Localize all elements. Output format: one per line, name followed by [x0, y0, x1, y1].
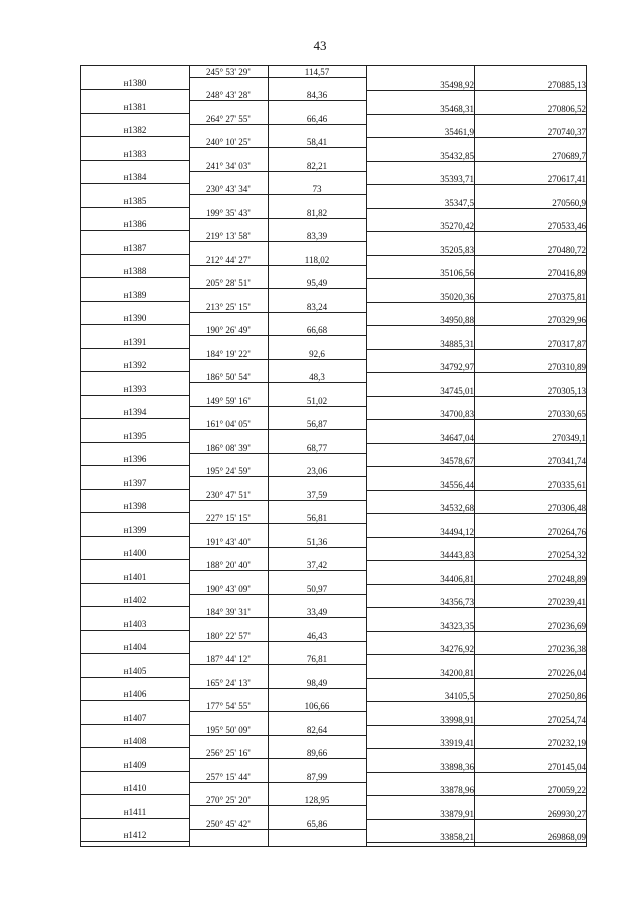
- y-underline: [474, 748, 586, 749]
- y-underline: [474, 278, 586, 279]
- coordinates-table: [80, 65, 587, 847]
- row-separator: [81, 771, 189, 772]
- angle-underline: [189, 523, 366, 524]
- bearing-angle-cell: 241° 34' 03": [206, 160, 251, 171]
- angle-underline: [189, 335, 366, 336]
- point-id-cell: н1398: [123, 501, 147, 511]
- bearing-angle-cell: 195° 24' 59": [206, 466, 251, 476]
- bearing-angle-cell: 195° 50' 09": [206, 724, 251, 735]
- x-underline: [366, 584, 474, 585]
- y-coordinate-cell: 270689,7: [552, 150, 586, 161]
- angle-underline: [189, 429, 366, 430]
- angle-underline: [189, 688, 366, 689]
- row-separator: [81, 630, 189, 631]
- point-id-cell: н1393: [123, 383, 147, 394]
- row-separator: [81, 747, 189, 748]
- bearing-angle-cell: 186° 50' 54": [206, 372, 251, 382]
- row-separator: [81, 512, 189, 513]
- y-underline: [474, 231, 586, 232]
- angle-underline: [189, 218, 366, 219]
- x-underline: [366, 114, 474, 115]
- angle-underline: [189, 359, 366, 360]
- point-id-cell: н1391: [123, 336, 147, 347]
- y-underline: [474, 302, 586, 303]
- segment-length-cell: 83,39: [306, 231, 328, 241]
- row-separator: [81, 794, 189, 795]
- x-coordinate-cell: 35461,9: [444, 127, 474, 137]
- point-id-cell: н1411: [123, 806, 147, 817]
- y-coordinate-cell: 270740,37: [547, 127, 586, 137]
- row-separator: [81, 254, 189, 255]
- point-id-cell: н1394: [123, 407, 147, 417]
- row-separator: [81, 841, 189, 842]
- y-underline: [474, 184, 586, 185]
- x-underline: [366, 772, 474, 773]
- y-underline: [474, 631, 586, 632]
- point-id-cell: н1384: [123, 172, 147, 182]
- row-separator: [81, 183, 189, 184]
- x-coordinate-cell: 35106,56: [440, 268, 474, 278]
- y-coordinate-cell: 270254,32: [547, 550, 586, 560]
- bearing-angle-cell: 250° 45' 42": [206, 818, 251, 829]
- row-separator: [81, 277, 189, 278]
- angle-underline: [189, 406, 366, 407]
- point-id-cell: н1397: [123, 477, 147, 488]
- x-underline: [366, 278, 474, 279]
- bearing-angle-cell: 190° 26' 49": [206, 325, 251, 335]
- x-coordinate-cell: 34700,83: [440, 409, 474, 419]
- point-id-cell: н1402: [123, 595, 147, 605]
- segment-length-cell: 58,41: [306, 137, 328, 147]
- angle-underline: [189, 265, 366, 266]
- bearing-angle-cell: 180° 22' 57": [206, 630, 251, 641]
- segment-length-cell: 89,66: [306, 748, 328, 758]
- x-coordinate-cell: 35347,5: [444, 197, 474, 208]
- row-separator: [81, 677, 189, 678]
- y-underline: [474, 819, 586, 820]
- angle-underline: [189, 147, 366, 148]
- segment-length-cell: 37,42: [306, 560, 328, 570]
- y-coordinate-cell: 270341,74: [547, 456, 586, 466]
- y-underline: [474, 654, 586, 655]
- angle-underline: [189, 171, 366, 172]
- angle-underline: [189, 500, 366, 501]
- y-underline: [474, 701, 586, 702]
- point-id-cell: н1396: [123, 454, 147, 464]
- x-underline: [366, 537, 474, 538]
- x-underline: [366, 795, 474, 796]
- x-underline: [366, 513, 474, 514]
- bearing-angle-cell: 230° 47' 51": [206, 489, 251, 500]
- y-underline: [474, 678, 586, 679]
- y-coordinate-cell: 270416,89: [547, 268, 586, 278]
- y-coordinate-cell: 270533,46: [547, 221, 586, 231]
- angle-underline: [189, 641, 366, 642]
- y-underline: [474, 513, 586, 514]
- angle-underline: [189, 594, 366, 595]
- segment-length-cell: 87,99: [306, 771, 328, 782]
- x-coordinate-cell: 35468,31: [440, 103, 474, 114]
- x-coordinate-cell: 34494,12: [440, 526, 474, 537]
- angle-underline: [189, 735, 366, 736]
- x-underline: [366, 255, 474, 256]
- point-id-cell: н1386: [123, 219, 147, 229]
- row-separator: [81, 442, 189, 443]
- x-coordinate-cell: 34443,83: [440, 550, 474, 560]
- segment-length-cell: 81,82: [306, 207, 328, 218]
- point-id-cell: н1385: [123, 195, 147, 206]
- segment-length-cell: 23,06: [306, 466, 328, 476]
- segment-length-cell: 56,81: [306, 513, 328, 523]
- y-underline: [474, 325, 586, 326]
- y-coordinate-cell: 270250,86: [547, 691, 586, 701]
- segment-length-cell: 83,24: [306, 301, 328, 312]
- y-coordinate-cell: 270310,89: [547, 362, 586, 372]
- y-coordinate-cell: 270317,87: [547, 338, 586, 349]
- y-underline: [474, 396, 586, 397]
- row-separator: [81, 418, 189, 419]
- bearing-angle-cell: 213° 25' 15": [206, 301, 251, 312]
- segment-length-cell: 118,02: [304, 254, 330, 265]
- y-underline: [474, 372, 586, 373]
- row-separator: [81, 371, 189, 372]
- segment-length-cell: 68,77: [306, 442, 328, 453]
- angle-underline: [189, 782, 366, 783]
- row-separator: [81, 348, 189, 349]
- x-coordinate-cell: 33998,91: [440, 714, 474, 725]
- bearing-angle-cell: 191° 43' 40": [206, 536, 251, 547]
- x-underline: [366, 678, 474, 679]
- angle-underline: [189, 288, 366, 289]
- x-underline: [366, 325, 474, 326]
- angle-underline: [189, 758, 366, 759]
- row-separator: [81, 301, 189, 302]
- y-coordinate-cell: 270239,41: [547, 597, 586, 607]
- x-underline: [366, 208, 474, 209]
- row-separator: [81, 230, 189, 231]
- x-underline: [366, 90, 474, 91]
- point-id-cell: н1409: [123, 759, 147, 770]
- segment-length-cell: 106,66: [304, 701, 330, 711]
- point-id-cell: н1412: [123, 830, 147, 840]
- row-separator: [81, 207, 189, 208]
- x-coordinate-cell: 34556,44: [440, 479, 474, 490]
- row-separator: [81, 465, 189, 466]
- row-separator: [81, 700, 189, 701]
- y-underline: [474, 161, 586, 162]
- y-coordinate-cell: 270349,1: [552, 432, 586, 443]
- y-coordinate-cell: 270617,41: [547, 174, 586, 184]
- angle-underline: [189, 570, 366, 571]
- y-underline: [474, 772, 586, 773]
- row-separator: [81, 89, 189, 90]
- row-separator: [81, 489, 189, 490]
- page-number: 43: [313, 38, 327, 53]
- x-coordinate-cell: 34532,68: [440, 503, 474, 513]
- x-coordinate-cell: 34276,92: [440, 644, 474, 654]
- point-id-cell: н1400: [123, 548, 147, 558]
- point-id-cell: н1390: [123, 313, 147, 323]
- bearing-angle-cell: 270° 25' 20": [206, 795, 251, 805]
- segment-length-cell: 84,36: [306, 90, 328, 100]
- x-coordinate-cell: 35270,42: [440, 221, 474, 231]
- segment-length-cell: 50,97: [306, 583, 328, 594]
- angle-underline: [189, 194, 366, 195]
- point-id-cell: н1405: [123, 665, 147, 676]
- segment-length-cell: 98,49: [306, 677, 328, 688]
- segment-length-cell: 95,49: [306, 278, 328, 288]
- segment-length-cell: 48,3: [309, 372, 325, 382]
- x-underline: [366, 560, 474, 561]
- point-id-cell: н1399: [123, 524, 147, 535]
- x-underline: [366, 725, 474, 726]
- point-id-cell: н1404: [123, 642, 147, 652]
- y-coordinate-cell: 270145,04: [547, 761, 586, 772]
- x-underline: [366, 137, 474, 138]
- y-coordinate-cell: 270560,9: [552, 197, 586, 208]
- x-coordinate-cell: 35205,83: [440, 244, 474, 255]
- angle-underline: [189, 664, 366, 665]
- row-separator: [81, 324, 189, 325]
- x-coordinate-cell: 34885,31: [440, 338, 474, 349]
- bearing-angle-cell: 199° 35' 43": [206, 207, 251, 218]
- point-id-cell: н1392: [123, 360, 147, 370]
- point-id-cell: н1408: [123, 736, 147, 746]
- segment-length-cell: 51,36: [306, 536, 328, 547]
- x-underline: [366, 490, 474, 491]
- y-coordinate-cell: 270335,61: [547, 479, 586, 490]
- y-underline: [474, 349, 586, 350]
- angle-underline: [189, 711, 366, 712]
- x-underline: [366, 607, 474, 608]
- x-underline: [366, 654, 474, 655]
- y-coordinate-cell: 270885,13: [547, 80, 586, 90]
- row-separator: [81, 113, 189, 114]
- segment-length-cell: 37,59: [306, 489, 328, 500]
- bearing-angle-cell: 219° 13' 58": [206, 231, 251, 241]
- y-underline: [474, 842, 586, 843]
- bearing-angle-cell: 240° 10' 25": [206, 137, 251, 147]
- segment-length-cell: 46,43: [306, 630, 328, 641]
- segment-length-cell: 73: [312, 184, 322, 194]
- angle-underline: [189, 547, 366, 548]
- bearing-angle-cell: 165° 24' 13": [206, 677, 251, 688]
- row-separator: [81, 395, 189, 396]
- x-coordinate-cell: 34105,5: [444, 691, 474, 701]
- x-coordinate-cell: 33878,96: [440, 785, 474, 795]
- y-underline: [474, 466, 586, 467]
- segment-length-cell: 128,95: [304, 795, 330, 805]
- y-underline: [474, 137, 586, 138]
- y-underline: [474, 537, 586, 538]
- row-separator: [81, 160, 189, 161]
- bearing-angle-cell: 248° 43' 28": [206, 90, 251, 100]
- y-coordinate-cell: 270480,72: [547, 244, 586, 255]
- angle-underline: [189, 617, 366, 618]
- segment-length-cell: 66,68: [306, 325, 328, 335]
- row-separator: [81, 583, 189, 584]
- angle-underline: [189, 312, 366, 313]
- x-underline: [366, 819, 474, 820]
- bearing-angle-cell: 257° 15' 44": [206, 771, 251, 782]
- x-underline: [366, 184, 474, 185]
- y-coordinate-cell: 270236,38: [547, 644, 586, 654]
- first-angle-underline: [189, 77, 366, 78]
- y-coordinate-cell: 270232,19: [547, 738, 586, 748]
- angle-underline: [189, 241, 366, 242]
- point-id-cell: н1407: [123, 712, 147, 723]
- angle-underline: [189, 453, 366, 454]
- x-underline: [366, 631, 474, 632]
- segment-length-cell: 76,81: [306, 654, 328, 664]
- y-underline: [474, 584, 586, 585]
- x-coordinate-cell: 34950,88: [440, 315, 474, 325]
- bearing-angle-cell: 227° 15' 15": [206, 513, 251, 523]
- x-coordinate-cell: 33919,41: [440, 738, 474, 748]
- row-separator: [81, 136, 189, 137]
- y-underline: [474, 419, 586, 420]
- x-coordinate-cell: 34200,81: [440, 667, 474, 678]
- segment-length-cell: 51,02: [306, 395, 328, 406]
- bearing-angle-cell: 212° 44' 27": [206, 254, 251, 265]
- angle-underline: [189, 382, 366, 383]
- y-coordinate-cell: 270306,48: [547, 503, 586, 513]
- x-underline: [366, 396, 474, 397]
- y-underline: [474, 208, 586, 209]
- y-coordinate-cell: 270264,76: [547, 526, 586, 537]
- y-coordinate-cell: 270305,13: [547, 385, 586, 396]
- bearing-angle-cell: 184° 39' 31": [206, 607, 251, 617]
- x-underline: [366, 701, 474, 702]
- bearing-angle-cell: 177° 54' 55": [206, 701, 251, 711]
- x-underline: [366, 349, 474, 350]
- bearing-angle-cell: 256° 25' 16": [206, 748, 251, 758]
- point-id-cell: н1401: [123, 571, 147, 582]
- x-coordinate-cell: 34792,97: [440, 362, 474, 372]
- segment-length-cell: 33,49: [306, 607, 328, 617]
- row-separator: [81, 559, 189, 560]
- x-coordinate-cell: 34647,04: [440, 432, 474, 443]
- point-id-cell: н1382: [123, 125, 147, 135]
- point-id-cell: н1383: [123, 148, 147, 159]
- y-underline: [474, 795, 586, 796]
- segment-length-cell: 56,87: [306, 419, 328, 429]
- y-coordinate-cell: 270329,96: [547, 315, 586, 325]
- y-underline: [474, 114, 586, 115]
- bearing-angle-cell: 161° 04' 05": [206, 419, 251, 429]
- point-id-cell: н1380: [123, 78, 147, 88]
- x-underline: [366, 466, 474, 467]
- bearing-angle-cell: 205° 28' 51": [206, 278, 251, 288]
- x-underline: [366, 443, 474, 444]
- angle-underline: [189, 476, 366, 477]
- x-coordinate-cell: 35393,71: [440, 174, 474, 184]
- x-underline: [366, 161, 474, 162]
- point-id-cell: н1410: [123, 783, 147, 793]
- bearing-angle-cell: 264° 27' 55": [206, 113, 251, 124]
- y-underline: [474, 607, 586, 608]
- y-coordinate-cell: 270330,65: [547, 409, 586, 419]
- x-underline: [366, 842, 474, 843]
- row-separator: [81, 606, 189, 607]
- y-coordinate-cell: 269868,09: [547, 832, 586, 842]
- x-underline: [366, 231, 474, 232]
- segment-length-cell: 92,6: [309, 348, 325, 359]
- row-separator: [81, 536, 189, 537]
- first-angle-cell: 245° 53' 29": [206, 67, 251, 77]
- bearing-angle-cell: 188° 20' 40": [206, 560, 251, 570]
- y-underline: [474, 490, 586, 491]
- x-coordinate-cell: 34406,81: [440, 573, 474, 584]
- segment-length-cell: 66,46: [306, 113, 328, 124]
- x-coordinate-cell: 33898,36: [440, 761, 474, 772]
- angle-underline: [189, 805, 366, 806]
- bearing-angle-cell: 187° 44' 12": [206, 654, 251, 664]
- first-distance-cell: 114,57: [304, 67, 330, 77]
- y-coordinate-cell: 269930,27: [547, 808, 586, 819]
- row-separator: [81, 818, 189, 819]
- x-coordinate-cell: 34323,35: [440, 620, 474, 631]
- point-id-cell: н1403: [123, 618, 147, 629]
- angle-underline: [189, 124, 366, 125]
- x-underline: [366, 372, 474, 373]
- row-separator: [81, 724, 189, 725]
- bearing-angle-cell: 190° 43' 09": [206, 583, 251, 594]
- point-id-cell: н1389: [123, 289, 147, 300]
- row-separator: [81, 653, 189, 654]
- segment-length-cell: 82,64: [306, 724, 328, 735]
- x-coordinate-cell: 34745,01: [440, 385, 474, 396]
- y-coordinate-cell: 270248,89: [547, 573, 586, 584]
- y-underline: [474, 90, 586, 91]
- x-coordinate-cell: 35020,36: [440, 291, 474, 302]
- bearing-angle-cell: 184° 19' 22": [206, 348, 251, 359]
- point-id-cell: н1395: [123, 430, 147, 441]
- x-coordinate-cell: 35498,92: [440, 80, 474, 90]
- segment-length-cell: 82,21: [306, 160, 328, 171]
- point-id-cell: н1381: [123, 101, 147, 112]
- x-coordinate-cell: 35432,85: [440, 150, 474, 161]
- y-coordinate-cell: 270226,04: [547, 667, 586, 678]
- y-coordinate-cell: 270375,81: [547, 291, 586, 302]
- bearing-angle-cell: 149° 59' 16": [206, 395, 251, 406]
- x-underline: [366, 419, 474, 420]
- point-id-cell: н1406: [123, 689, 147, 699]
- y-coordinate-cell: 270059,22: [547, 785, 586, 795]
- x-coordinate-cell: 34356,73: [440, 597, 474, 607]
- y-underline: [474, 560, 586, 561]
- y-underline: [474, 255, 586, 256]
- x-coordinate-cell: 33858,21: [440, 832, 474, 842]
- point-id-cell: н1388: [123, 266, 147, 276]
- x-underline: [366, 748, 474, 749]
- segment-length-cell: 65,86: [306, 818, 328, 829]
- angle-underline: [189, 100, 366, 101]
- bearing-angle-cell: 230° 43' 34": [206, 184, 251, 194]
- x-coordinate-cell: 34578,67: [440, 456, 474, 466]
- y-underline: [474, 725, 586, 726]
- y-coordinate-cell: 270806,52: [547, 103, 586, 114]
- bearing-angle-cell: 186° 08' 39": [206, 442, 251, 453]
- point-id-cell: н1387: [123, 242, 147, 253]
- y-coordinate-cell: 270236,69: [547, 620, 586, 631]
- x-coordinate-cell: 33879,91: [440, 808, 474, 819]
- angle-underline: [189, 829, 366, 830]
- y-coordinate-cell: 270254,74: [547, 714, 586, 725]
- y-underline: [474, 443, 586, 444]
- x-underline: [366, 302, 474, 303]
